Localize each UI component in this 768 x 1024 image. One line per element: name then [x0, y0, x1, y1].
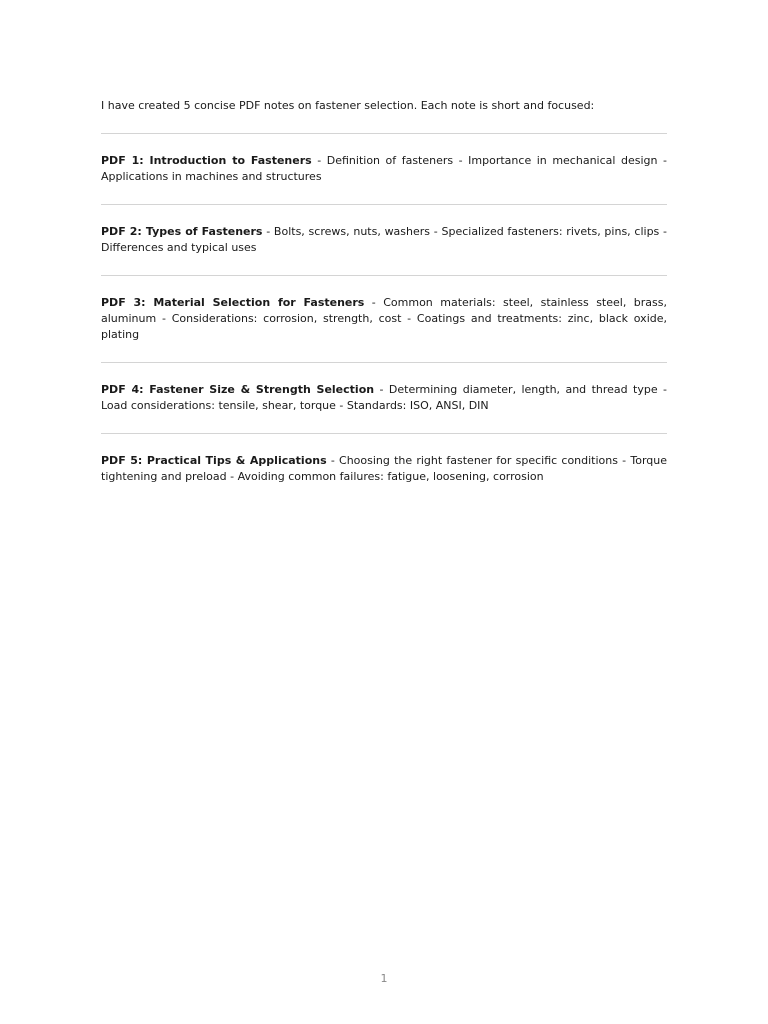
divider [101, 433, 667, 434]
divider [101, 275, 667, 276]
divider [101, 133, 667, 134]
note-item [101, 153, 667, 185]
note-body: - Common materials: steel, stainless steel, brass, aluminum - Considerations: corrosion, strength, cost - Coatings and treatments: zinc, black oxide, plating [101, 296, 667, 341]
note-title: PDF 5: Practical Tips & Applications [101, 454, 327, 467]
divider [101, 362, 667, 363]
page-number: 1 [380, 972, 388, 985]
note-body: - Definition of fasteners - Importance in mechanical design - Applications in machines and structures [101, 154, 667, 183]
note-title: PDF 4: Fastener Size & Strength Selection [101, 383, 375, 396]
note-body: - Choosing the right fastener for specific conditions - Torque tightening and preload - Avoiding common failures: fatigue, loosening, corrosion [101, 454, 667, 483]
note-item [101, 224, 667, 256]
note-body: - Determining diameter, length, and thread type - Load considerations: tensile, shear, torque - Standards: ISO, ANSI, DIN [101, 383, 667, 412]
intro-text: I have created 5 concise PDF notes on fastener selection. Each note is short and focused: [101, 99, 595, 112]
note-item [101, 295, 667, 343]
document-page [101, 98, 667, 504]
divider [101, 204, 667, 205]
note-item [101, 382, 667, 414]
note-title: PDF 2: Types of Fasteners [101, 225, 263, 238]
note-title: PDF 3: Material Selection for Fasteners [101, 296, 365, 309]
note-title: PDF 1: Introduction to Fasteners [101, 154, 312, 167]
note-item [101, 453, 667, 485]
note-body: - Bolts, screws, nuts, washers - Specialized fasteners: rivets, pins, clips - Differences and typical uses [101, 225, 667, 254]
